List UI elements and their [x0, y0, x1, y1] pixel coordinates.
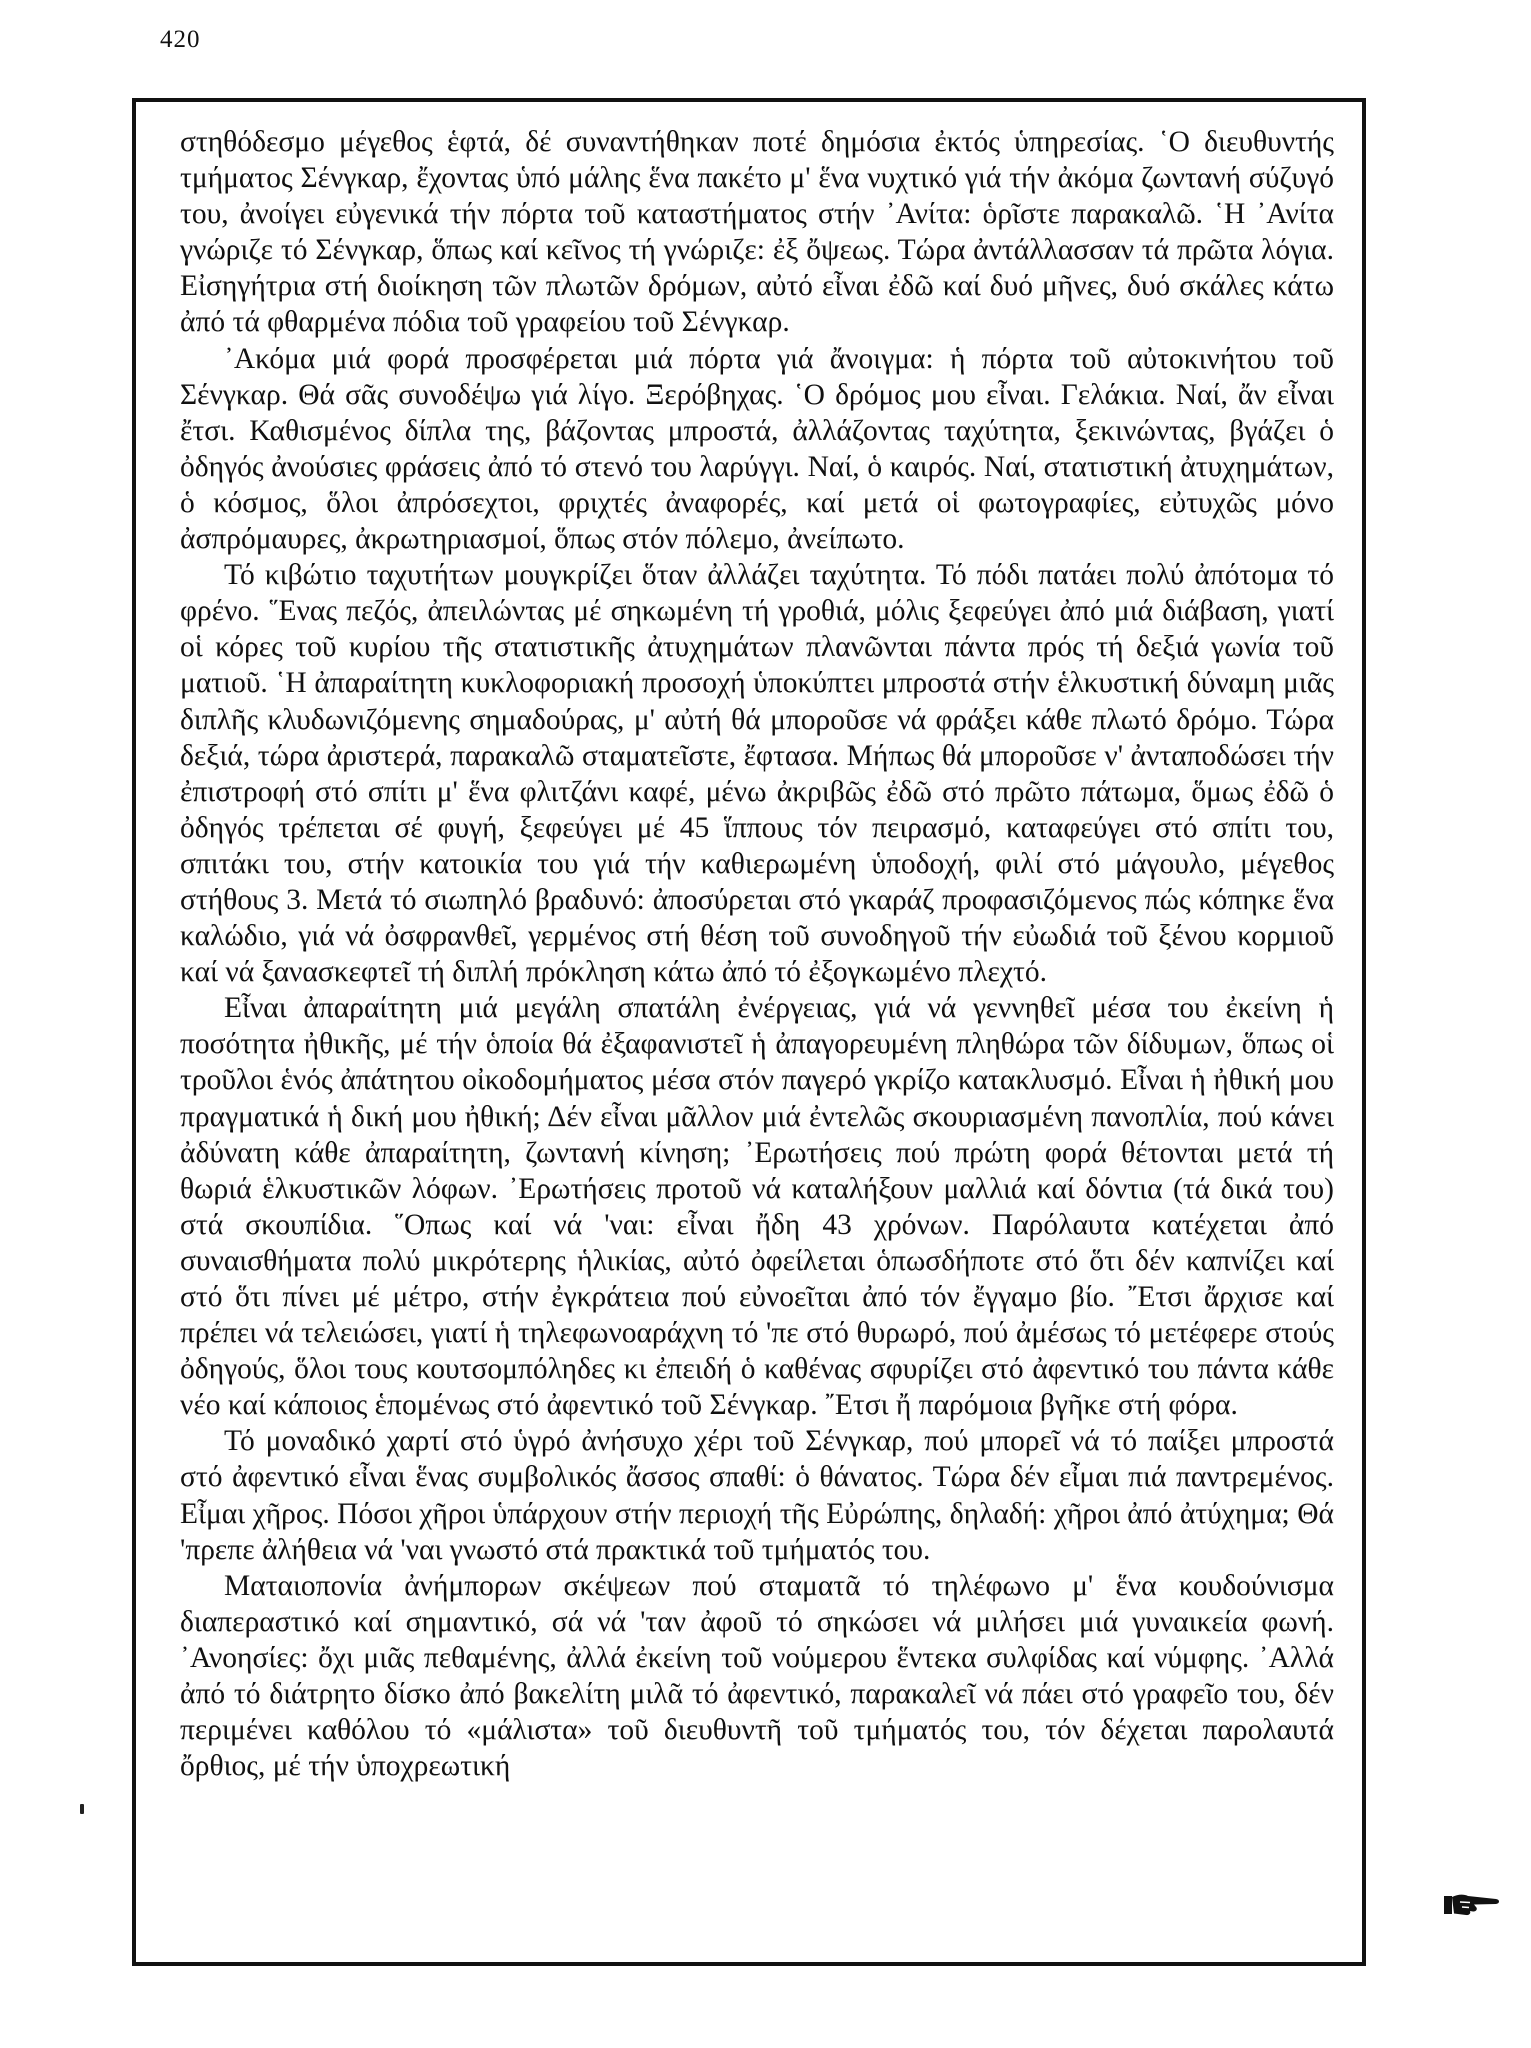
paragraph-5: Τό μοναδικό χαρτί στό ὑγρό ἀνήσυχο χέρι τοῦ Σένγκαρ, πού μπορεῖ νά τό παίξει μπροστά στό ἀφεντικό εἶναι ἕνας συμβολικός ἄσσος σπαθί: ὁ θάνατος. Τώρα δέν εἶμαι πιά παντρεμένος. Εἶμαι χῆρος. Πόσοι χῆροι ὑπάρχουν στήν περιοχή τῆς Εὐρώπης, δηλαδή: χῆροι ἀπό ἀτύχημα; Θά 'πρεπε ἀλήθεια νά 'ναι γνωστό στά πρακτικά τοῦ τμήματός του.	[180, 1425, 1334, 1566]
pointing-hand-icon	[1442, 1890, 1502, 1918]
paragraph-6: Ματαιοπονία ἀνήμπορων σκέψεων πού σταματᾶ τό τηλέφωνο μ' ἕνα κουδούνισμα διαπεραστικό καί σημαντικό, σά νά 'ταν ἀφοῦ τό σηκώσει νά μιλήσει μιά γυναικεία φωνή. ᾽Ανοησίες: ὄχι μιᾶς πεθαμένης, ἀλλά ἐκείνη τοῦ νούμερου ἕντεκα συλφίδας καί νύμφης. ᾽Αλλά ἀπό τό διάτρητο δίσκο ἀπό βακελίτη μιλᾶ τό ἀφεντικό, παρακαλεῖ νά πάει στό γραφεῖο του, δέν περιμένει καθόλου τό «μάλιστα» τοῦ διευθυντῆ τοῦ τμήματός του, τόν δέχεται παρολαυτά ὄρθιος, μέ τήν ὑποχρεωτική	[180, 1569, 1334, 1783]
paragraph-4: Εἶναι ἀπαραίτητη μιά μεγάλη σπατάλη ἐνέργειας, γιά νά γεννηθεῖ μέσα του ἐκείνη ἡ ποσότητα ἠθικῆς, μέ τήν ὁποία θά ἐξαφανιστεῖ ἡ ἀπαγορευμένη πληθώρα τῶν δίδυμων, ὅπως οἱ τροῦλοι ἑνός ἀπάτητου οἰκοδομήματος μέσα στόν παγερό γκρίζο κατακλυσμό. Εἶναι ἡ ἠθική μου πραγματικά ἡ δική μου ἠθική; Δέν εἶναι μᾶλλον μιά ἐντελῶς σκουριασμένη πανοπλία, πού κάνει ἀδύνατη κάθε ἀπαραίτητη, ζωντανή κίνηση; ᾽Ερωτήσεις πού πρώτη φορά θέτονται μετά τή θωριά ἑλκυστικῶν λόφων. ᾽Ερωτήσεις προτοῦ νά καταλήξουν μαλλιά καί δόντια (τά δικά του) στά σκουπίδια. ῞Οπως καί νά 'ναι: εἶναι ἤδη 43 χρόνων. Παρόλαυτα κατέχεται ἀπό συναισθήματα πολύ μικρότερης ἡλικίας, αὐτό ὀφείλεται ὁπωσδήποτε στό ὅτι δέν καπνίζει καί στό ὅτι πίνει μέ μέτρο, στήν ἐγκράτεια πού εὐνοεῖται ἀπό τόν ἔγγαμο βίο. ῎Ετσι ἄρχισε καί πρέπει νά τελειώσει, γιατί ἡ τηλεφωνοαράχνη τό 'πε στό θυρωρό, πού ἀμέσως τό μετέφερε στούς ὀδηγούς, ὅλοι τους κουτσομπόληδες κι ἐπειδή ὁ καθένας σφυρίζει στό ἀφεντικό του πάντα κάθε νέο καί κάποιος ἑπομένως στό ἀφεντικό τοῦ Σένγκαρ. ῎Ετσι ἤ παρόμοια βγῆκε στή φόρα.	[180, 992, 1334, 1422]
paragraph-3: Τό κιβώτιο ταχυτήτων μουγκρίζει ὅταν ἀλλάζει ταχύτητα. Τό πόδι πατάει πολύ ἀπότομα τό φρένο. ῞Ενας πεζός, ἀπειλώντας μέ σηκωμένη τή γροθιά, μόλις ξεφεύγει ἀπό μιά διάβαση, γιατί οἱ κόρες τοῦ κυρίου τῆς στατιστικῆς ἀτυχημάτων πλανῶνται πάντα πρός τή δεξιά γωνία τοῦ ματιοῦ. ῾Η ἀπαραίτητη κυκλοφοριακή προσοχή ὑποκύπτει μπροστά στήν ἑλκυστική δύναμη μιᾶς διπλῆς κλυδωνιζόμενης σημαδούρας, μ' αὐτή θά μποροῦσε νά φράξει κάθε πλωτό δρόμο. Τώρα δεξιά, τώρα ἀριστερά, παρακαλῶ σταματεῖστε, ἔφτασα. Μήπως θά μποροῦσε ν' ἀνταποδώσει τήν ἐπιστροφή στό σπίτι μ' ἕνα φλιτζάνι καφέ, μένω ἀκριβῶς ἐδῶ στό πρῶτο πάτωμα, ὅμως ἐδῶ ὁ ὀδηγός τρέπεται σέ φυγή, ξεφεύγει μέ 45 ἵππους τόν πειρασμό, καταφεύγει στό σπίτι του, σπιτάκι του, στήν κατοικία του γιά τήν καθιερωμένη ὑποδοχή, φιλί στό μάγουλο, μέγεθος στήθους 3. Μετά τό σιωπηλό βραδυνό: ἀποσύρεται στό γκαράζ προφασιζόμενος πώς κόπηκε ἕνα καλώδιο, γιά νά ὀσφρανθεῖ, γερμένος στή θέση τοῦ συνοδηγοῦ τήν εὐωδιά τοῦ ξένου κορμιοῦ καί νά ξανασκεφτεῖ τή διπλή πρόκληση κάτω ἀπό τό ἐξογκωμένο πλεχτό.	[180, 559, 1334, 989]
paragraph-1: στηθόδεσμο μέγεθος ἑφτά, δέ συναντήθηκαν ποτέ δημόσια ἐκτός ὑπηρεσίας. ῾Ο διευθυντής τμήματος Σένγκαρ, ἔχοντας ὑπό μάλης ἕνα πακέτο μ' ἕνα νυχτικό γιά τήν ἀκόμα ζωντανή σύζυγό του, ἀνοίγει εὐγενικά τήν πόρτα τοῦ καταστήματος στήν ᾽Ανίτα: ὁρῖστε παρακαλῶ. ῾Η ᾽Ανίτα γνώριζε τό Σένγκαρ, ὅπως καί κεῖνος τή γνώριζε: ἐξ ὄψεως. Τώρα ἀντάλλασσαν τά πρῶτα λόγια. Εἰσηγήτρια στή διοίκηση τῶν πλωτῶν δρόμων, αὐτό εἶναι ἐδῶ καί δυό μῆνες, δυό σκάλες κάτω ἀπό τά φθαρμένα πόδια τοῦ γραφείου τοῦ Σένγκαρ.	[180, 126, 1334, 339]
scan-speck	[80, 1804, 84, 1814]
page-number: 420	[160, 26, 201, 53]
text-frame	[132, 98, 1366, 1966]
paragraph-2: ᾽Ακόμα μιά φορά προσφέρεται μιά πόρτα γιά ἄνοιγμα: ἡ πόρτα τοῦ αὐτοκινήτου τοῦ Σένγκαρ. Θά σᾶς συνοδέψω γιά λίγο. Ξερόβηχας. ῾Ο δρόμος μου εἶναι. Γελάκια. Ναί, ἄν εἶναι ἔτσι. Καθισμένος δίπλα της, βάζοντας μπροστά, ἀλλάζοντας ταχύτητα, ξεκινώντας, βγάζει ὁ ὀδηγός ἀνούσιες φράσεις ἀπό τό στενό του λαρύγγι. Ναί, ὁ καιρός. Ναί, στατιστική ἀτυχημάτων, ὁ κόσμος, ὅλοι ἀπρόσεχτοι, φριχτές ἀναφορές, καί μετά οἱ φωτογραφίες, εὐτυχῶς μόνο ἀσπρόμαυρες, ἀκρωτηριασμοί, ὅπως στόν πόλεμο, ἀνείπωτο.	[180, 342, 1334, 556]
